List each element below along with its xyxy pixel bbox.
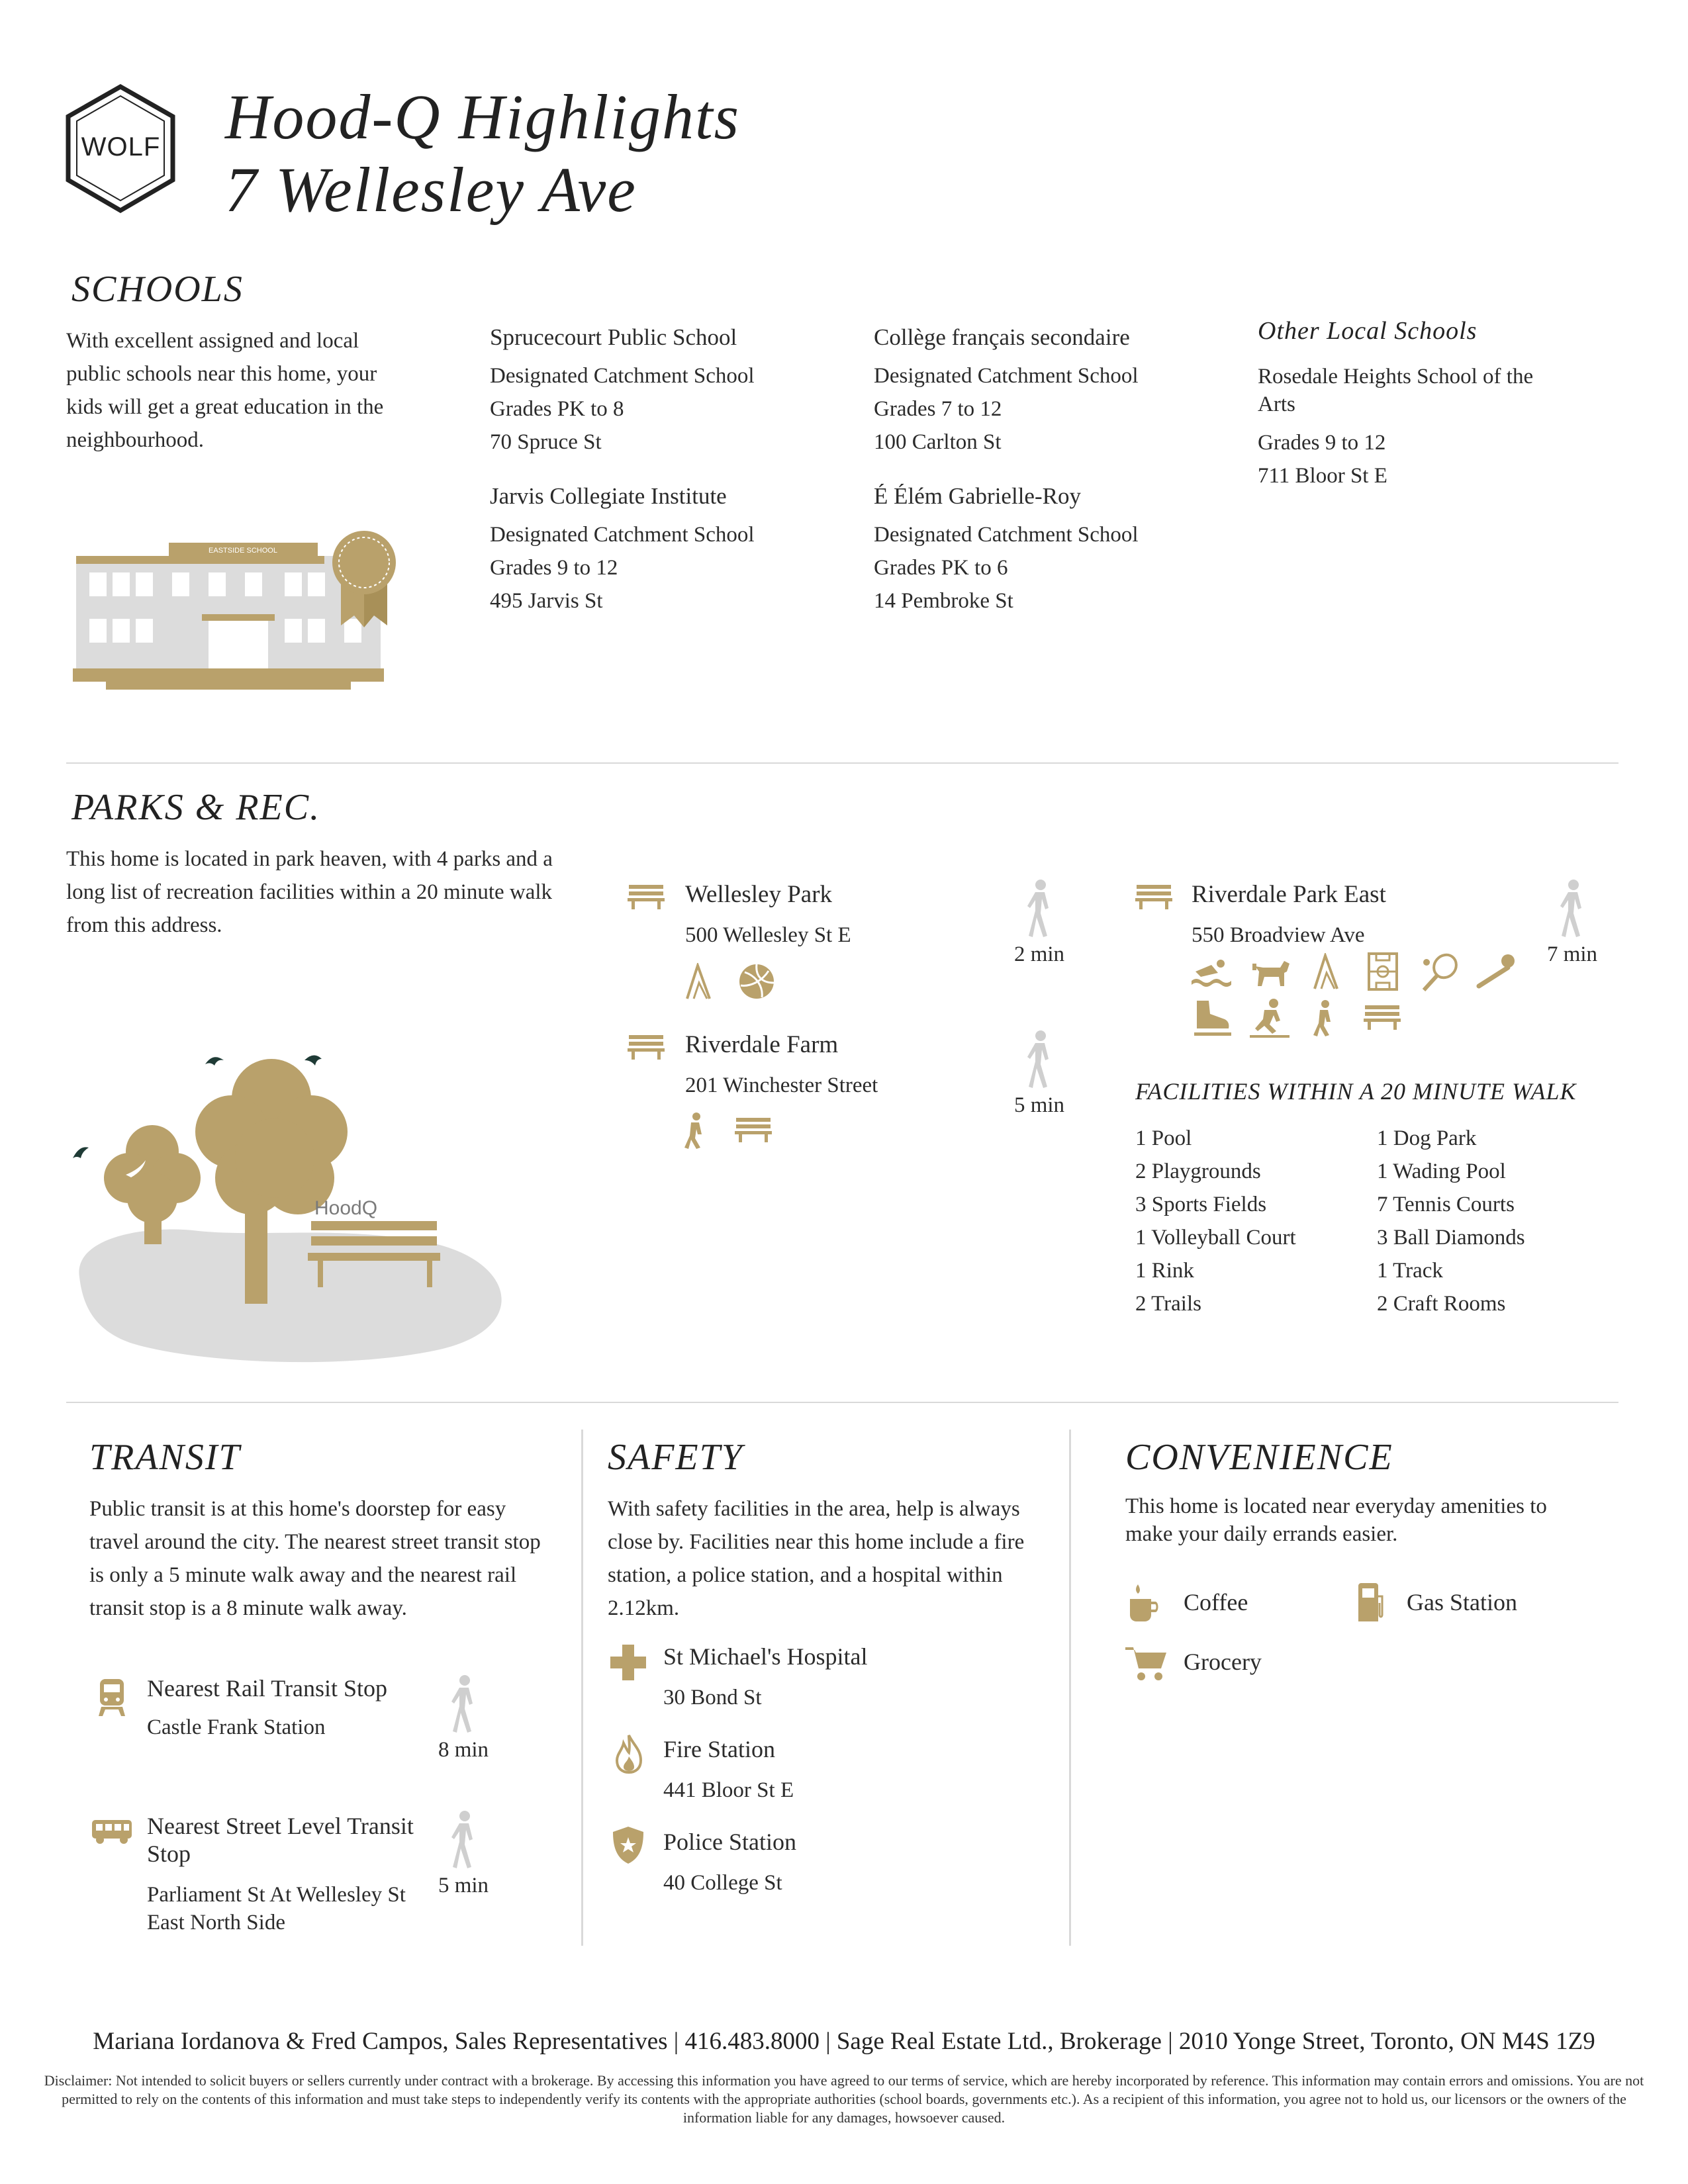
schools-intro: With excellent assigned and local public schools near this home, your kids will get a great education in the neighbourhood. <box>66 329 384 452</box>
school-type: Designated Catchment School <box>874 364 1139 388</box>
fire-icon <box>614 1734 643 1774</box>
school-grades: Grades 9 to 12 <box>1258 431 1386 455</box>
school-type: Designated Catchment School <box>490 364 755 388</box>
school-name: Jarvis Collegiate Institute <box>490 483 727 509</box>
sports-field-icon <box>1367 952 1399 991</box>
facilities-heading: FACILITIES WITHIN A 20 MINUTE WALK <box>1135 1078 1577 1105</box>
facility-item: 1 Volleyball Court <box>1135 1226 1296 1250</box>
facility-item: 1 Pool <box>1135 1126 1192 1150</box>
shopping-cart-icon <box>1125 1645 1168 1682</box>
schools-heading: SCHOOLS <box>71 269 244 310</box>
facility-item: 7 Tennis Courts <box>1377 1193 1515 1216</box>
walk-time: 5 min <box>424 1810 503 1898</box>
parks-intro: This home is located in park heaven, with 4 parks and a long list of recreation facilities within a 20 minute walk from this address. <box>66 847 553 937</box>
walk-time: 7 min <box>1536 879 1609 967</box>
school-grades: Grades PK to 6 <box>874 556 1008 580</box>
park-address: 500 Wellesley St E <box>685 923 851 947</box>
safety-intro: With safety facilities in the area, help is always close by. Facilities near this home include a fire station, a police station, and a hospital within 2.12km. <box>608 1497 1025 1620</box>
facility-item: 1 Rink <box>1135 1259 1194 1283</box>
school-grades: Grades 9 to 12 <box>490 556 618 580</box>
walking-person-icon <box>1556 879 1588 938</box>
track-icon <box>1250 998 1289 1038</box>
park-name[interactable]: Riverdale Park East <box>1192 881 1386 908</box>
playground-icon <box>1309 953 1342 990</box>
safety-heading: SAFETY <box>608 1437 743 1478</box>
facility-item: 3 Sports Fields <box>1135 1193 1267 1216</box>
school-name: Rosedale Heights School of the Arts <box>1258 365 1534 416</box>
street-stop-name[interactable]: Parliament St At Wellesley St East North Side <box>147 1883 406 1934</box>
walk-time: 8 min <box>424 1674 503 1762</box>
school-name: Sprucecourt Public School <box>490 324 737 350</box>
walk-time: 5 min <box>1000 1030 1079 1118</box>
column-divider <box>581 1430 583 1946</box>
facility-item: 1 Wading Pool <box>1377 1160 1506 1183</box>
bench-icon <box>1364 1003 1401 1030</box>
walking-person-icon <box>447 1674 479 1734</box>
police-station-address: 40 College St <box>663 1871 782 1895</box>
hoodq-label: HoodQ <box>314 1197 378 1219</box>
school-name: Collège français secondaire <box>874 324 1130 350</box>
transit-heading: TRANSIT <box>89 1437 241 1478</box>
section-divider <box>66 762 1618 764</box>
school-address: 100 Carlton St <box>874 430 1002 454</box>
facility-item: 3 Ball Diamonds <box>1377 1226 1525 1250</box>
gas-pump-icon <box>1356 1583 1385 1623</box>
school-grades: Grades PK to 8 <box>490 397 624 421</box>
hospital-name[interactable]: St Michael's Hospital <box>663 1643 868 1670</box>
bench-icon <box>1135 882 1172 910</box>
bus-icon <box>91 1819 133 1845</box>
dog-park-icon <box>1251 957 1291 987</box>
parks-heading: PARKS & REC. <box>71 787 321 828</box>
rail-stop-name[interactable]: Castle Frank Station <box>147 1715 326 1739</box>
walk-time: 2 min <box>1000 879 1079 967</box>
school-grades: Grades 7 to 12 <box>874 397 1002 421</box>
wolf-logo <box>63 83 179 215</box>
school-card[interactable] <box>490 321 861 459</box>
tennis-icon <box>1420 953 1460 993</box>
rail-stop-label: Nearest Rail Transit Stop <box>147 1675 388 1702</box>
facility-item: 1 Dog Park <box>1377 1126 1477 1150</box>
school-address: 495 Jarvis St <box>490 589 603 613</box>
school-building-illustration <box>73 529 404 692</box>
facility-item: 2 Craft Rooms <box>1377 1292 1506 1316</box>
baseball-icon <box>1476 953 1519 989</box>
transit-intro: Public transit is at this home's doorstep for easy travel around the city. The nearest street transit stop is only a 5 minute walk away and the nearest rail transit stop is a 8 minute walk away. <box>89 1497 541 1620</box>
train-icon <box>97 1678 126 1717</box>
walking-person-icon <box>447 1810 479 1870</box>
school-card[interactable] <box>1258 363 1536 492</box>
park-address: 550 Broadview Ave <box>1192 923 1365 947</box>
convenience-intro: This home is located near everyday amenities to make your daily errands easier. <box>1125 1494 1547 1546</box>
coffee-cup-icon <box>1127 1583 1160 1623</box>
park-address: 201 Winchester Street <box>685 1073 878 1097</box>
bench-icon <box>628 882 665 910</box>
hospital-cross-icon <box>609 1643 647 1682</box>
fire-station-name[interactable]: Fire Station <box>663 1736 775 1762</box>
park-illustration <box>66 1026 516 1370</box>
facility-item: 2 Playgrounds <box>1135 1160 1261 1183</box>
school-address: 70 Spruce St <box>490 430 602 454</box>
police-badge-icon <box>612 1825 645 1865</box>
logo-text: WOLF <box>81 132 161 161</box>
police-station-name[interactable]: Police Station <box>663 1829 796 1855</box>
park-name[interactable]: Riverdale Farm <box>685 1031 839 1058</box>
school-name: É Élém Gabrielle-Roy <box>874 483 1081 509</box>
school-sign: EASTSIDE SCHOOL <box>209 547 277 555</box>
page-title: Hood-Q Highlights <box>225 81 740 152</box>
grocery-item[interactable]: Grocery <box>1184 1649 1262 1675</box>
page-subtitle: 7 Wellesley Ave <box>225 154 637 225</box>
footer-disclaimer: Disclaimer: Not intended to solicit buyers or sellers currently under contract with a brokerage. By accessing this information you have agreed to our terms of service, which are hereby incorporated by reference. This information may contain errors and omissions. You are not permitted to rely on the contents of this information and must take steps to independently verify its contents with the appropriate authorities (school boards, governments etc.). As a recipient of this information, you agree not to hold us, our licensors or the owners of the information liable for any damages, howsoever caused. <box>44 2072 1644 2126</box>
column-divider <box>1069 1430 1071 1946</box>
trail-icon <box>1311 999 1337 1036</box>
school-type: Designated Catchment School <box>874 523 1139 547</box>
walking-person-icon <box>1023 1030 1055 1089</box>
facilities-list-left <box>1135 1122 1296 1320</box>
bench-icon <box>735 1115 772 1143</box>
convenience-heading: CONVENIENCE <box>1125 1437 1393 1478</box>
pool-icon <box>1192 958 1231 987</box>
street-stop-label: Nearest Street Level Transit Stop <box>147 1813 414 1867</box>
school-address: 14 Pembroke St <box>874 589 1013 613</box>
facilities-list-right <box>1377 1122 1525 1320</box>
rink-icon <box>1192 998 1234 1038</box>
award-ribbon-icon <box>328 529 400 629</box>
coffee-item[interactable]: Coffee <box>1184 1589 1248 1615</box>
footer-contact: Mariana Iordanova & Fred Campos, Sales Representatives | 416.483.8000 | Sage Real Estate Ltd., Brokerage | 2010 Yonge Street, Toronto, ON M4S 1Z9 <box>93 2028 1595 2055</box>
other-schools-heading: Other Local Schools <box>1258 317 1477 345</box>
volleyball-icon <box>738 963 775 1000</box>
facility-item: 2 Trails <box>1135 1292 1201 1316</box>
school-address: 711 Bloor St E <box>1258 464 1387 488</box>
park-name[interactable]: Wellesley Park <box>685 881 833 908</box>
trail-icon <box>682 1112 708 1149</box>
section-divider <box>66 1402 1618 1403</box>
school-card[interactable] <box>874 480 1244 617</box>
school-type: Designated Catchment School <box>490 523 755 547</box>
walking-person-icon <box>1023 879 1055 938</box>
school-card[interactable] <box>874 321 1244 459</box>
hospital-address: 30 Bond St <box>663 1686 762 1709</box>
facility-item: 1 Track <box>1377 1259 1443 1283</box>
fire-station-address: 441 Bloor St E <box>663 1778 794 1802</box>
bench-icon <box>628 1032 665 1060</box>
gas-station-item[interactable]: Gas Station <box>1407 1589 1517 1615</box>
school-card[interactable] <box>490 480 861 617</box>
playground-icon <box>682 963 715 1000</box>
